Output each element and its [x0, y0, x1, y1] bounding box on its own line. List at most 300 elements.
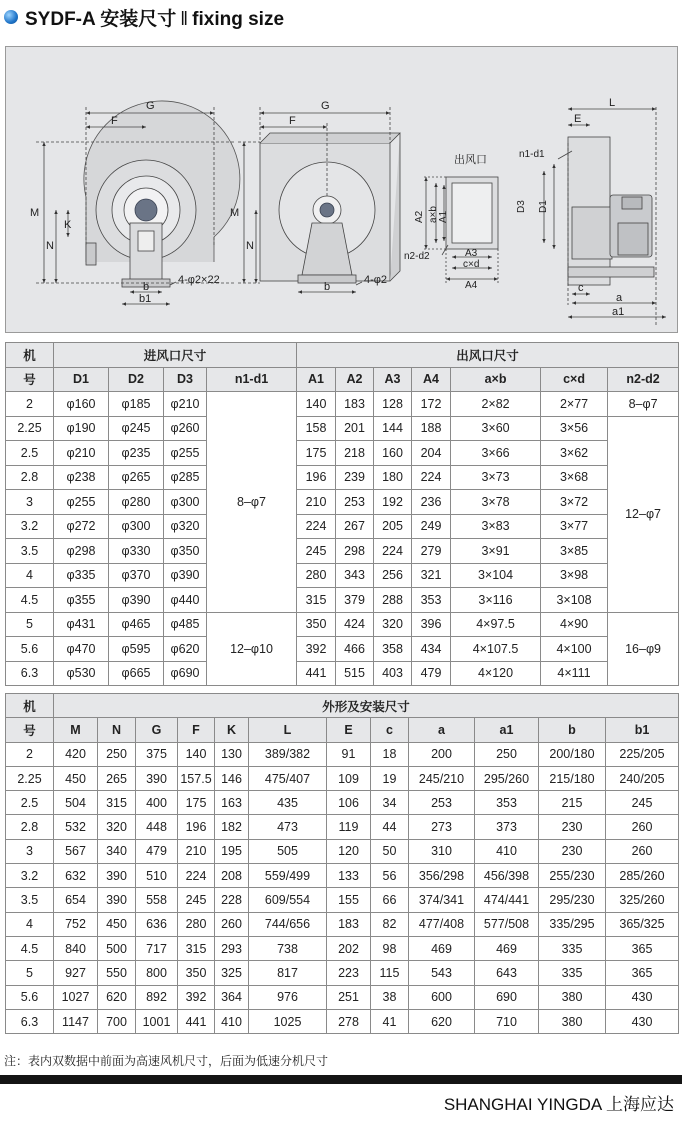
column-header-d3: D3 — [164, 367, 207, 392]
table-cell: 3×108 — [541, 588, 608, 613]
table-cell: 1025 — [249, 1009, 327, 1033]
table-cell: φ330 — [109, 539, 164, 564]
dim-label-b: b — [143, 281, 150, 293]
column-header-m: M — [54, 718, 98, 742]
outline-install-table — [5, 693, 679, 1034]
table-cell: 5 — [6, 612, 54, 637]
table-cell: φ665 — [109, 661, 164, 686]
table-cell: φ485 — [164, 612, 207, 637]
table-cell: 559/499 — [249, 864, 327, 888]
table-cell: φ265 — [109, 465, 164, 490]
table-cell: 396 — [412, 612, 451, 637]
title-english: fixing size — [192, 8, 285, 30]
table-cell: 710 — [475, 1009, 539, 1033]
dim-label-f2: F — [289, 115, 296, 127]
table-cell: 82 — [371, 912, 409, 936]
dim-label-n: N — [46, 240, 54, 252]
table-cell: 320 — [98, 815, 136, 839]
table-row — [6, 392, 679, 417]
table-row — [6, 888, 679, 912]
table-cell: 251 — [327, 985, 371, 1009]
table-cell: φ210 — [164, 392, 207, 417]
table-cell: 356/298 — [409, 864, 475, 888]
dim-label-l: L — [609, 97, 616, 109]
column-header-a1: A1 — [297, 367, 336, 392]
table-cell: 600 — [409, 985, 475, 1009]
table-cell: 256 — [374, 563, 412, 588]
table-cell: 2.5 — [6, 791, 54, 815]
table-cell: 230 — [539, 815, 606, 839]
header-model-1b: 机 — [6, 694, 54, 718]
table-cell: 532 — [54, 815, 98, 839]
header-model-2b: 号 — [6, 718, 54, 742]
table-cell: 6.3 — [6, 1009, 54, 1033]
dim-label-a4: A4 — [465, 280, 478, 291]
table-cell: 550 — [98, 961, 136, 985]
table-cell: 315 — [98, 791, 136, 815]
table-cell: 202 — [327, 936, 371, 960]
view-motor — [544, 107, 666, 325]
table-cell: 2.8 — [6, 815, 54, 839]
table-cell: 50 — [371, 839, 409, 863]
table-cell: 44 — [371, 815, 409, 839]
table-cell: 3.2 — [6, 514, 54, 539]
table-cell: 200/180 — [539, 742, 606, 766]
table-cell: 249 — [412, 514, 451, 539]
column-header-n: N — [98, 718, 136, 742]
column-header-e: E — [327, 718, 371, 742]
dim-label-d3: D3 — [516, 200, 527, 213]
table-cell: 343 — [336, 563, 374, 588]
dim-label-axb: a×b — [428, 206, 439, 223]
table-cell: 5.6 — [6, 637, 54, 662]
table-cell: 295/230 — [539, 888, 606, 912]
table-cell: 479 — [412, 661, 451, 686]
table-cell: 374/341 — [409, 888, 475, 912]
dim-label-n2d2: n2-d2 — [404, 251, 430, 262]
table-cell: 441 — [297, 661, 336, 686]
table-row — [6, 490, 679, 515]
table-cell: 3×68 — [541, 465, 608, 490]
bullet-icon — [4, 10, 18, 24]
table-cell: 441 — [178, 1009, 215, 1033]
table-cell: 504 — [54, 791, 98, 815]
table-cell: 474/441 — [475, 888, 539, 912]
table-cell: 5.6 — [6, 985, 54, 1009]
table-cell: 927 — [54, 961, 98, 985]
footer-rule — [0, 1075, 682, 1084]
table-cell: 218 — [336, 441, 374, 466]
table-row — [6, 961, 679, 985]
table-cell: φ185 — [109, 392, 164, 417]
n2d2-cell: 16–φ9 — [608, 612, 679, 686]
table-cell: 479 — [136, 839, 178, 863]
column-header-n1-d1: n1-d1 — [207, 367, 297, 392]
table-cell: 717 — [136, 936, 178, 960]
table-cell: 140 — [297, 392, 336, 417]
table-row — [6, 661, 679, 686]
dim-label-a1-motor: a1 — [612, 306, 625, 318]
table-cell: 4 — [6, 563, 54, 588]
table-cell: 620 — [98, 985, 136, 1009]
table-cell: 800 — [136, 961, 178, 985]
table-cell: 4×111 — [541, 661, 608, 686]
dim-label-c: c — [578, 282, 584, 294]
dim-label-k: K — [64, 219, 72, 231]
table-cell: 201 — [336, 416, 374, 441]
table-cell: 245/210 — [409, 766, 475, 790]
table-cell: 182 — [215, 815, 249, 839]
table-cell: 817 — [249, 961, 327, 985]
table-cell: 373 — [475, 815, 539, 839]
column-header-g: G — [136, 718, 178, 742]
table-cell: 255/230 — [539, 864, 606, 888]
hole-spec-label: 4-φ2×22 — [178, 274, 220, 286]
table-cell: 2×77 — [541, 392, 608, 417]
table-cell: 390 — [136, 766, 178, 790]
column-header-a2: A2 — [336, 367, 374, 392]
table-cell: 280 — [178, 912, 215, 936]
table-cell: 738 — [249, 936, 327, 960]
table-cell: 3×104 — [451, 563, 541, 588]
table-cell: 228 — [215, 888, 249, 912]
table-cell: φ255 — [164, 441, 207, 466]
table-cell: 183 — [327, 912, 371, 936]
table-cell: 245 — [178, 888, 215, 912]
hole-spec-label-2: 4-φ2 — [364, 274, 388, 286]
table-cell: 205 — [374, 514, 412, 539]
column-header-f: F — [178, 718, 215, 742]
table-cell: 410 — [475, 839, 539, 863]
header-outline: 外形及安装尺寸 — [54, 694, 679, 718]
table-cell: 109 — [327, 766, 371, 790]
table-row — [6, 637, 679, 662]
table-cell: 389/382 — [249, 742, 327, 766]
table-cell: 133 — [327, 864, 371, 888]
table-cell: 34 — [371, 791, 409, 815]
dim-label-m: M — [30, 207, 40, 219]
table-cell: 293 — [215, 936, 249, 960]
n1d1-cell: 12–φ10 — [207, 612, 297, 686]
table-cell: 5 — [6, 961, 54, 985]
table-cell: 200 — [409, 742, 475, 766]
table-cell: 265 — [98, 766, 136, 790]
table-cell: 4.5 — [6, 588, 54, 613]
table-cell: 567 — [54, 839, 98, 863]
table-cell: 239 — [336, 465, 374, 490]
table-cell: 315 — [178, 936, 215, 960]
table-cell: 183 — [336, 392, 374, 417]
table-row — [6, 588, 679, 613]
table-cell: 245 — [297, 539, 336, 564]
column-header-a3: A3 — [374, 367, 412, 392]
n1d1-cell: 8–φ7 — [207, 392, 297, 613]
table-cell: 353 — [475, 791, 539, 815]
table-cell: 130 — [215, 742, 249, 766]
table-cell: 253 — [336, 490, 374, 515]
table-cell: 434 — [412, 637, 451, 662]
column-header-b: b — [539, 718, 606, 742]
table-cell: 3×60 — [451, 416, 541, 441]
table-cell: φ320 — [164, 514, 207, 539]
table-cell: 208 — [215, 864, 249, 888]
table-cell: φ355 — [54, 588, 109, 613]
table-cell: 1147 — [54, 1009, 98, 1033]
table-cell: 175 — [297, 441, 336, 466]
table-cell: 400 — [136, 791, 178, 815]
table-cell: 558 — [136, 888, 178, 912]
table-cell: 140 — [178, 742, 215, 766]
table-cell: 192 — [374, 490, 412, 515]
table-cell: 210 — [178, 839, 215, 863]
table-cell: 250 — [98, 742, 136, 766]
table-row — [6, 539, 679, 564]
table-cell: 260 — [215, 912, 249, 936]
column-header-c: c — [371, 718, 409, 742]
table-cell: 223 — [327, 961, 371, 985]
table-cell: 236 — [412, 490, 451, 515]
table-cell: φ280 — [109, 490, 164, 515]
table-cell: 448 — [136, 815, 178, 839]
table-cell: 403 — [374, 661, 412, 686]
table-row — [6, 815, 679, 839]
column-header-c-d: c×d — [541, 367, 608, 392]
table-row — [6, 612, 679, 637]
table-cell: 119 — [327, 815, 371, 839]
table-cell: 188 — [412, 416, 451, 441]
table-cell: 390 — [98, 888, 136, 912]
dim-label-a2: A2 — [414, 210, 425, 223]
table-cell: 364 — [215, 985, 249, 1009]
table-cell: 285/260 — [606, 864, 679, 888]
table-cell: 3×66 — [451, 441, 541, 466]
table-cell: 392 — [178, 985, 215, 1009]
table-cell: 358 — [374, 637, 412, 662]
table-cell: 3×116 — [451, 588, 541, 613]
table-cell: 310 — [409, 839, 475, 863]
table-cell: 3×77 — [541, 514, 608, 539]
table-cell: φ335 — [54, 563, 109, 588]
table-cell: φ272 — [54, 514, 109, 539]
table-cell: 450 — [98, 912, 136, 936]
dim-label-f: F — [111, 115, 118, 127]
dim-label-a1: A1 — [438, 210, 449, 223]
column-header-a1: a1 — [475, 718, 539, 742]
table-cell: 115 — [371, 961, 409, 985]
table-cell: 392 — [297, 637, 336, 662]
table-row — [6, 791, 679, 815]
table-cell: 335/295 — [539, 912, 606, 936]
table-cell: 380 — [539, 1009, 606, 1033]
table-row — [6, 742, 679, 766]
table-cell: φ298 — [54, 539, 109, 564]
dim-label-m2: M — [230, 207, 240, 219]
table-cell: 3×72 — [541, 490, 608, 515]
table-cell: φ160 — [54, 392, 109, 417]
table-cell: 19 — [371, 766, 409, 790]
table-row — [6, 514, 679, 539]
table-cell: φ255 — [54, 490, 109, 515]
outlet-label: 出风口 — [454, 154, 487, 166]
table-cell: 295/260 — [475, 766, 539, 790]
table-cell: 3×56 — [541, 416, 608, 441]
table-cell: 3×98 — [541, 563, 608, 588]
table-cell: 636 — [136, 912, 178, 936]
column-header-n2-d2: n2-d2 — [608, 367, 679, 392]
table-cell: 500 — [98, 936, 136, 960]
table-cell: 456/398 — [475, 864, 539, 888]
table-cell: 196 — [178, 815, 215, 839]
table-row — [6, 563, 679, 588]
table-cell: 609/554 — [249, 888, 327, 912]
table-cell: 280 — [297, 563, 336, 588]
dim-label-cxd: c×d — [463, 259, 480, 270]
table-cell: 4×90 — [541, 612, 608, 637]
table-cell: 288 — [374, 588, 412, 613]
table-cell: 430 — [606, 985, 679, 1009]
table-cell: 976 — [249, 985, 327, 1009]
dim-label-g2: G — [321, 100, 330, 112]
column-header-b1: b1 — [606, 718, 679, 742]
table-row — [6, 839, 679, 863]
table-cell: 2.5 — [6, 441, 54, 466]
table-cell: 473 — [249, 815, 327, 839]
table-cell: φ210 — [54, 441, 109, 466]
table-cell: 1001 — [136, 1009, 178, 1033]
dim-label-a3: A3 — [465, 248, 478, 259]
diagram-svg — [6, 47, 679, 334]
table-cell: 510 — [136, 864, 178, 888]
table-row — [6, 416, 679, 441]
table-cell: 155 — [327, 888, 371, 912]
view-outlet — [424, 177, 498, 283]
table-cell: 700 — [98, 1009, 136, 1033]
header-outlet: 出风口尺寸 — [297, 343, 679, 368]
table-cell: φ470 — [54, 637, 109, 662]
table-cell: 3×73 — [451, 465, 541, 490]
table-cell: 245 — [606, 791, 679, 815]
table-cell: φ260 — [164, 416, 207, 441]
table-cell: 3.5 — [6, 888, 54, 912]
table-cell: 215/180 — [539, 766, 606, 790]
table-cell: 253 — [409, 791, 475, 815]
table-cell: 230 — [539, 839, 606, 863]
table-row — [6, 985, 679, 1009]
table-row — [6, 912, 679, 936]
table-cell: 160 — [374, 441, 412, 466]
table-cell: 1027 — [54, 985, 98, 1009]
table-cell: φ300 — [164, 490, 207, 515]
dim-label-a: a — [616, 292, 623, 304]
table-row — [6, 465, 679, 490]
table-row — [6, 1009, 679, 1033]
table-cell: 273 — [409, 815, 475, 839]
table-cell: 224 — [297, 514, 336, 539]
table-cell: 2 — [6, 742, 54, 766]
table-cell: 196 — [297, 465, 336, 490]
table-cell: 56 — [371, 864, 409, 888]
table-cell: 2×82 — [451, 392, 541, 417]
table-cell: 505 — [249, 839, 327, 863]
table-cell: φ465 — [109, 612, 164, 637]
column-header-d2: D2 — [109, 367, 164, 392]
table-cell: 469 — [475, 936, 539, 960]
table-cell: 175 — [178, 791, 215, 815]
table-cell: 325 — [215, 961, 249, 985]
dim-label-b2: b — [324, 281, 331, 293]
table-cell: 298 — [336, 539, 374, 564]
table-cell: φ595 — [109, 637, 164, 662]
table-cell: 172 — [412, 392, 451, 417]
table-cell: 195 — [215, 839, 249, 863]
table-cell: 365 — [606, 961, 679, 985]
table-cell: 279 — [412, 539, 451, 564]
table-cell: 469 — [409, 936, 475, 960]
table-cell: 240/205 — [606, 766, 679, 790]
table-cell: 390 — [98, 864, 136, 888]
footnote: 注：表内双数据中前面为高速风机尺寸，后面为低速分机尺寸 — [4, 1054, 329, 1068]
header-inlet: 进风口尺寸 — [54, 343, 297, 368]
table-cell: 146 — [215, 766, 249, 790]
table-cell: 41 — [371, 1009, 409, 1033]
table-cell: 225/205 — [606, 742, 679, 766]
n2d2-cell: 12–φ7 — [608, 416, 679, 612]
table-cell: 163 — [215, 791, 249, 815]
table-cell: φ238 — [54, 465, 109, 490]
table-cell: φ245 — [109, 416, 164, 441]
table-cell: 250 — [475, 742, 539, 766]
column-header-l: L — [249, 718, 327, 742]
table-cell: φ190 — [54, 416, 109, 441]
table-cell: 224 — [178, 864, 215, 888]
table-cell: 315 — [297, 588, 336, 613]
table-cell: 3×83 — [451, 514, 541, 539]
inlet-outlet-table — [5, 342, 679, 686]
table-cell: 3 — [6, 490, 54, 515]
table-cell: 620 — [409, 1009, 475, 1033]
table-cell: 66 — [371, 888, 409, 912]
page-title — [4, 2, 678, 32]
table-cell: 466 — [336, 637, 374, 662]
table-cell: 2.25 — [6, 766, 54, 790]
table-cell: 543 — [409, 961, 475, 985]
dim-label-g: G — [146, 100, 155, 112]
dim-label-n2: N — [246, 240, 254, 252]
table-cell: 365/325 — [606, 912, 679, 936]
table-cell: 353 — [412, 588, 451, 613]
table-cell: 430 — [606, 1009, 679, 1033]
table-cell: 379 — [336, 588, 374, 613]
table-cell: 892 — [136, 985, 178, 1009]
table-cell: 840 — [54, 936, 98, 960]
installation-diagram — [5, 46, 678, 333]
table-cell: 4×120 — [451, 661, 541, 686]
table-cell: 144 — [374, 416, 412, 441]
dim-label-b1: b1 — [139, 293, 152, 305]
column-header-k: K — [215, 718, 249, 742]
table-cell: φ690 — [164, 661, 207, 686]
table-cell: φ620 — [164, 637, 207, 662]
table-cell: 752 — [54, 912, 98, 936]
table-row — [6, 766, 679, 790]
table-cell: 157.5 — [178, 766, 215, 790]
header-model-1: 机 — [6, 343, 54, 368]
table-cell: 420 — [54, 742, 98, 766]
table-cell: 224 — [374, 539, 412, 564]
n2d2-cell: 8–φ7 — [608, 392, 679, 417]
table-cell: 350 — [297, 612, 336, 637]
table-cell: 278 — [327, 1009, 371, 1033]
